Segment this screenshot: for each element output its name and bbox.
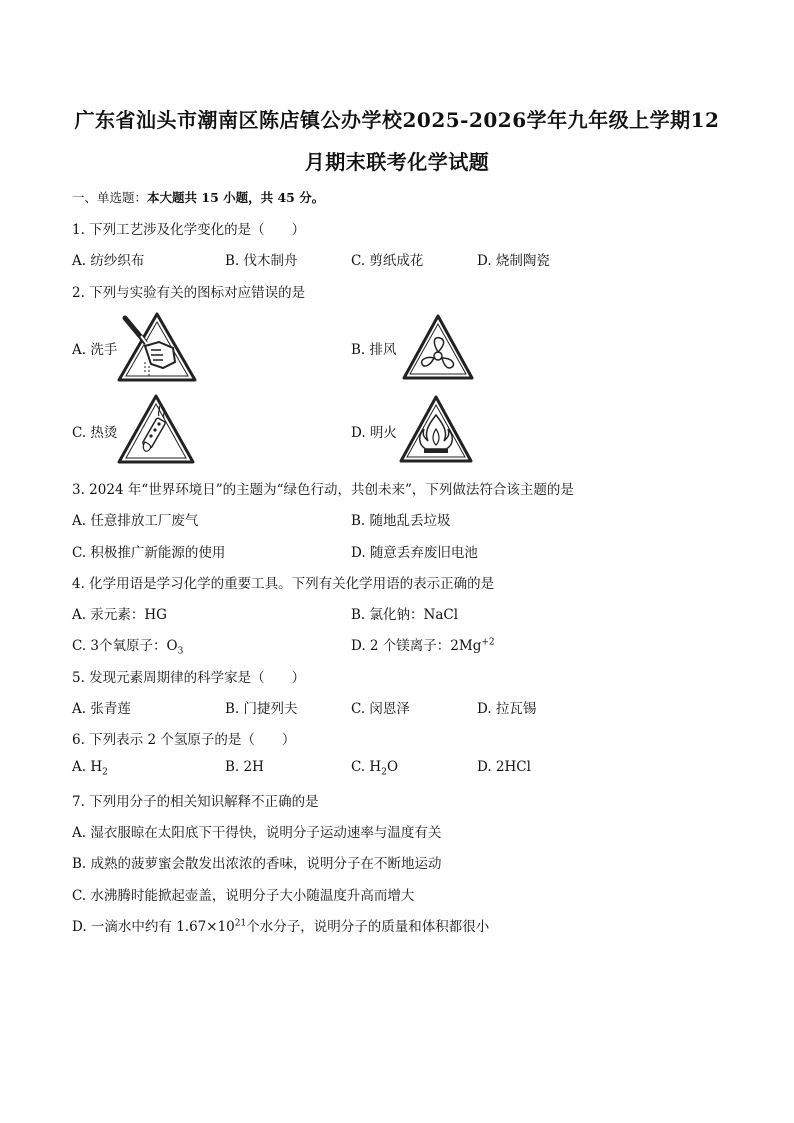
question-7-option-d-superscript: 21 (234, 918, 247, 929)
question-1-option-a: A. 纺纱织布 (72, 253, 145, 269)
question-2-option-c: C. 热烫 (72, 425, 118, 441)
question-6-stem: 6. 下列表示 2 个氢原子的是（ ） (72, 732, 296, 748)
hot-surface-icon (115, 392, 197, 466)
question-2-option-b: B. 排风 (351, 342, 397, 358)
question-3-option-b: B. 随地乱丢垃圾 (351, 513, 451, 529)
question-7-option-d-text: D. 一滴水中约有 1.67×10 (72, 919, 235, 935)
question-5-option-c: C. 闵恩泽 (351, 701, 410, 717)
question-6-option-a (72, 759, 108, 778)
question-6-option-a-subscript: 2 (102, 767, 108, 778)
question-6-option-a-text: A. H (72, 759, 103, 775)
question-7-option-c: C. 水沸腾时能掀起壶盖，说明分子大小随温度升高而增大 (72, 888, 415, 904)
question-4-stem: 4. 化学用语是学习化学的重要工具。下列有关化学用语的表示正确的是 (72, 576, 495, 592)
question-5-option-b: B. 门捷列夫 (225, 701, 298, 717)
section-prefix: 一、单选题： (72, 190, 148, 205)
question-6-option-d: D. 2HCl (477, 759, 531, 775)
section-heading (72, 188, 324, 206)
exam-title-line1: 广东省汕头市潮南区陈店镇公办学校2025-2026学年九年级上学期12 (74, 108, 720, 132)
question-4-option-c-subscript: 3 (177, 646, 184, 657)
question-4-option-c-text: C. 3个氧原子：O (72, 638, 178, 654)
question-2-option-a: A. 洗手 (72, 342, 118, 358)
question-1-option-c: C. 剪纸成花 (351, 253, 424, 269)
question-1-stem: 1. 下列工艺涉及化学变化的是（ ） (72, 222, 306, 238)
question-5-stem: 5. 发现元素周期律的科学家是（ ） (72, 670, 306, 686)
question-4-option-d-superscript: +2 (481, 637, 495, 648)
question-4-option-c (72, 634, 183, 657)
question-1-option-d: D. 烧制陶瓷 (477, 253, 550, 269)
question-4-option-b: B. 氯化钠：NaCl (351, 607, 459, 623)
question-3-option-c: C. 积极推广新能源的使用 (72, 545, 226, 561)
question-2-option-d: D. 明火 (351, 425, 397, 441)
question-6-option-b: B. 2H (225, 759, 264, 775)
question-6-option-c-rest: O (386, 759, 399, 775)
exam-title-line2: 月期末联考化学试题 (304, 150, 490, 174)
question-7-stem: 7. 下列用分子的相关知识解释不正确的是 (72, 794, 319, 810)
question-7-option-b: B. 成熟的菠萝蜜会散发出浓浓的香味，说明分子在不断地运动 (72, 856, 442, 872)
question-5-option-a: A. 张青莲 (72, 701, 131, 717)
question-3-stem: 3. 2024 年“世界环境日”的主题为“绿色行动，共创未来”，下列做法符合该主题的是 (72, 482, 574, 498)
question-6-option-c-subscript: 2 (381, 767, 387, 778)
exhaust-fan-icon (402, 312, 474, 382)
question-6-option-c (351, 759, 398, 778)
question-5-option-d: D. 拉瓦锡 (477, 701, 537, 717)
question-7-option-d-rest: 个水分子，说明分子的质量和体积都很小 (246, 919, 490, 935)
hand-washing-icon (115, 310, 199, 384)
question-7-option-d (72, 915, 489, 935)
question-4-option-d-text: D. 2 个镁离子：2Mg (351, 638, 482, 654)
question-2-stem: 2. 下列与实验有关的图标对应错误的是 (72, 285, 306, 301)
question-4-option-d (351, 634, 495, 654)
open-flame-icon (398, 393, 474, 465)
question-1-option-b: B. 伐木制舟 (225, 253, 298, 269)
section-description: 本大题共 15 小题，共 45 分。 (147, 190, 325, 205)
question-6-option-c-text: C. H (351, 759, 382, 775)
question-3-option-a: A. 任意排放工厂废气 (72, 513, 199, 529)
question-3-option-d: D. 随意丢弃废旧电池 (351, 545, 478, 561)
question-4-option-a: A. 汞元素：HG (72, 607, 167, 623)
question-7-option-a: A. 湿衣服晾在太阳底下干得快，说明分子运动速率与温度有关 (72, 825, 442, 841)
